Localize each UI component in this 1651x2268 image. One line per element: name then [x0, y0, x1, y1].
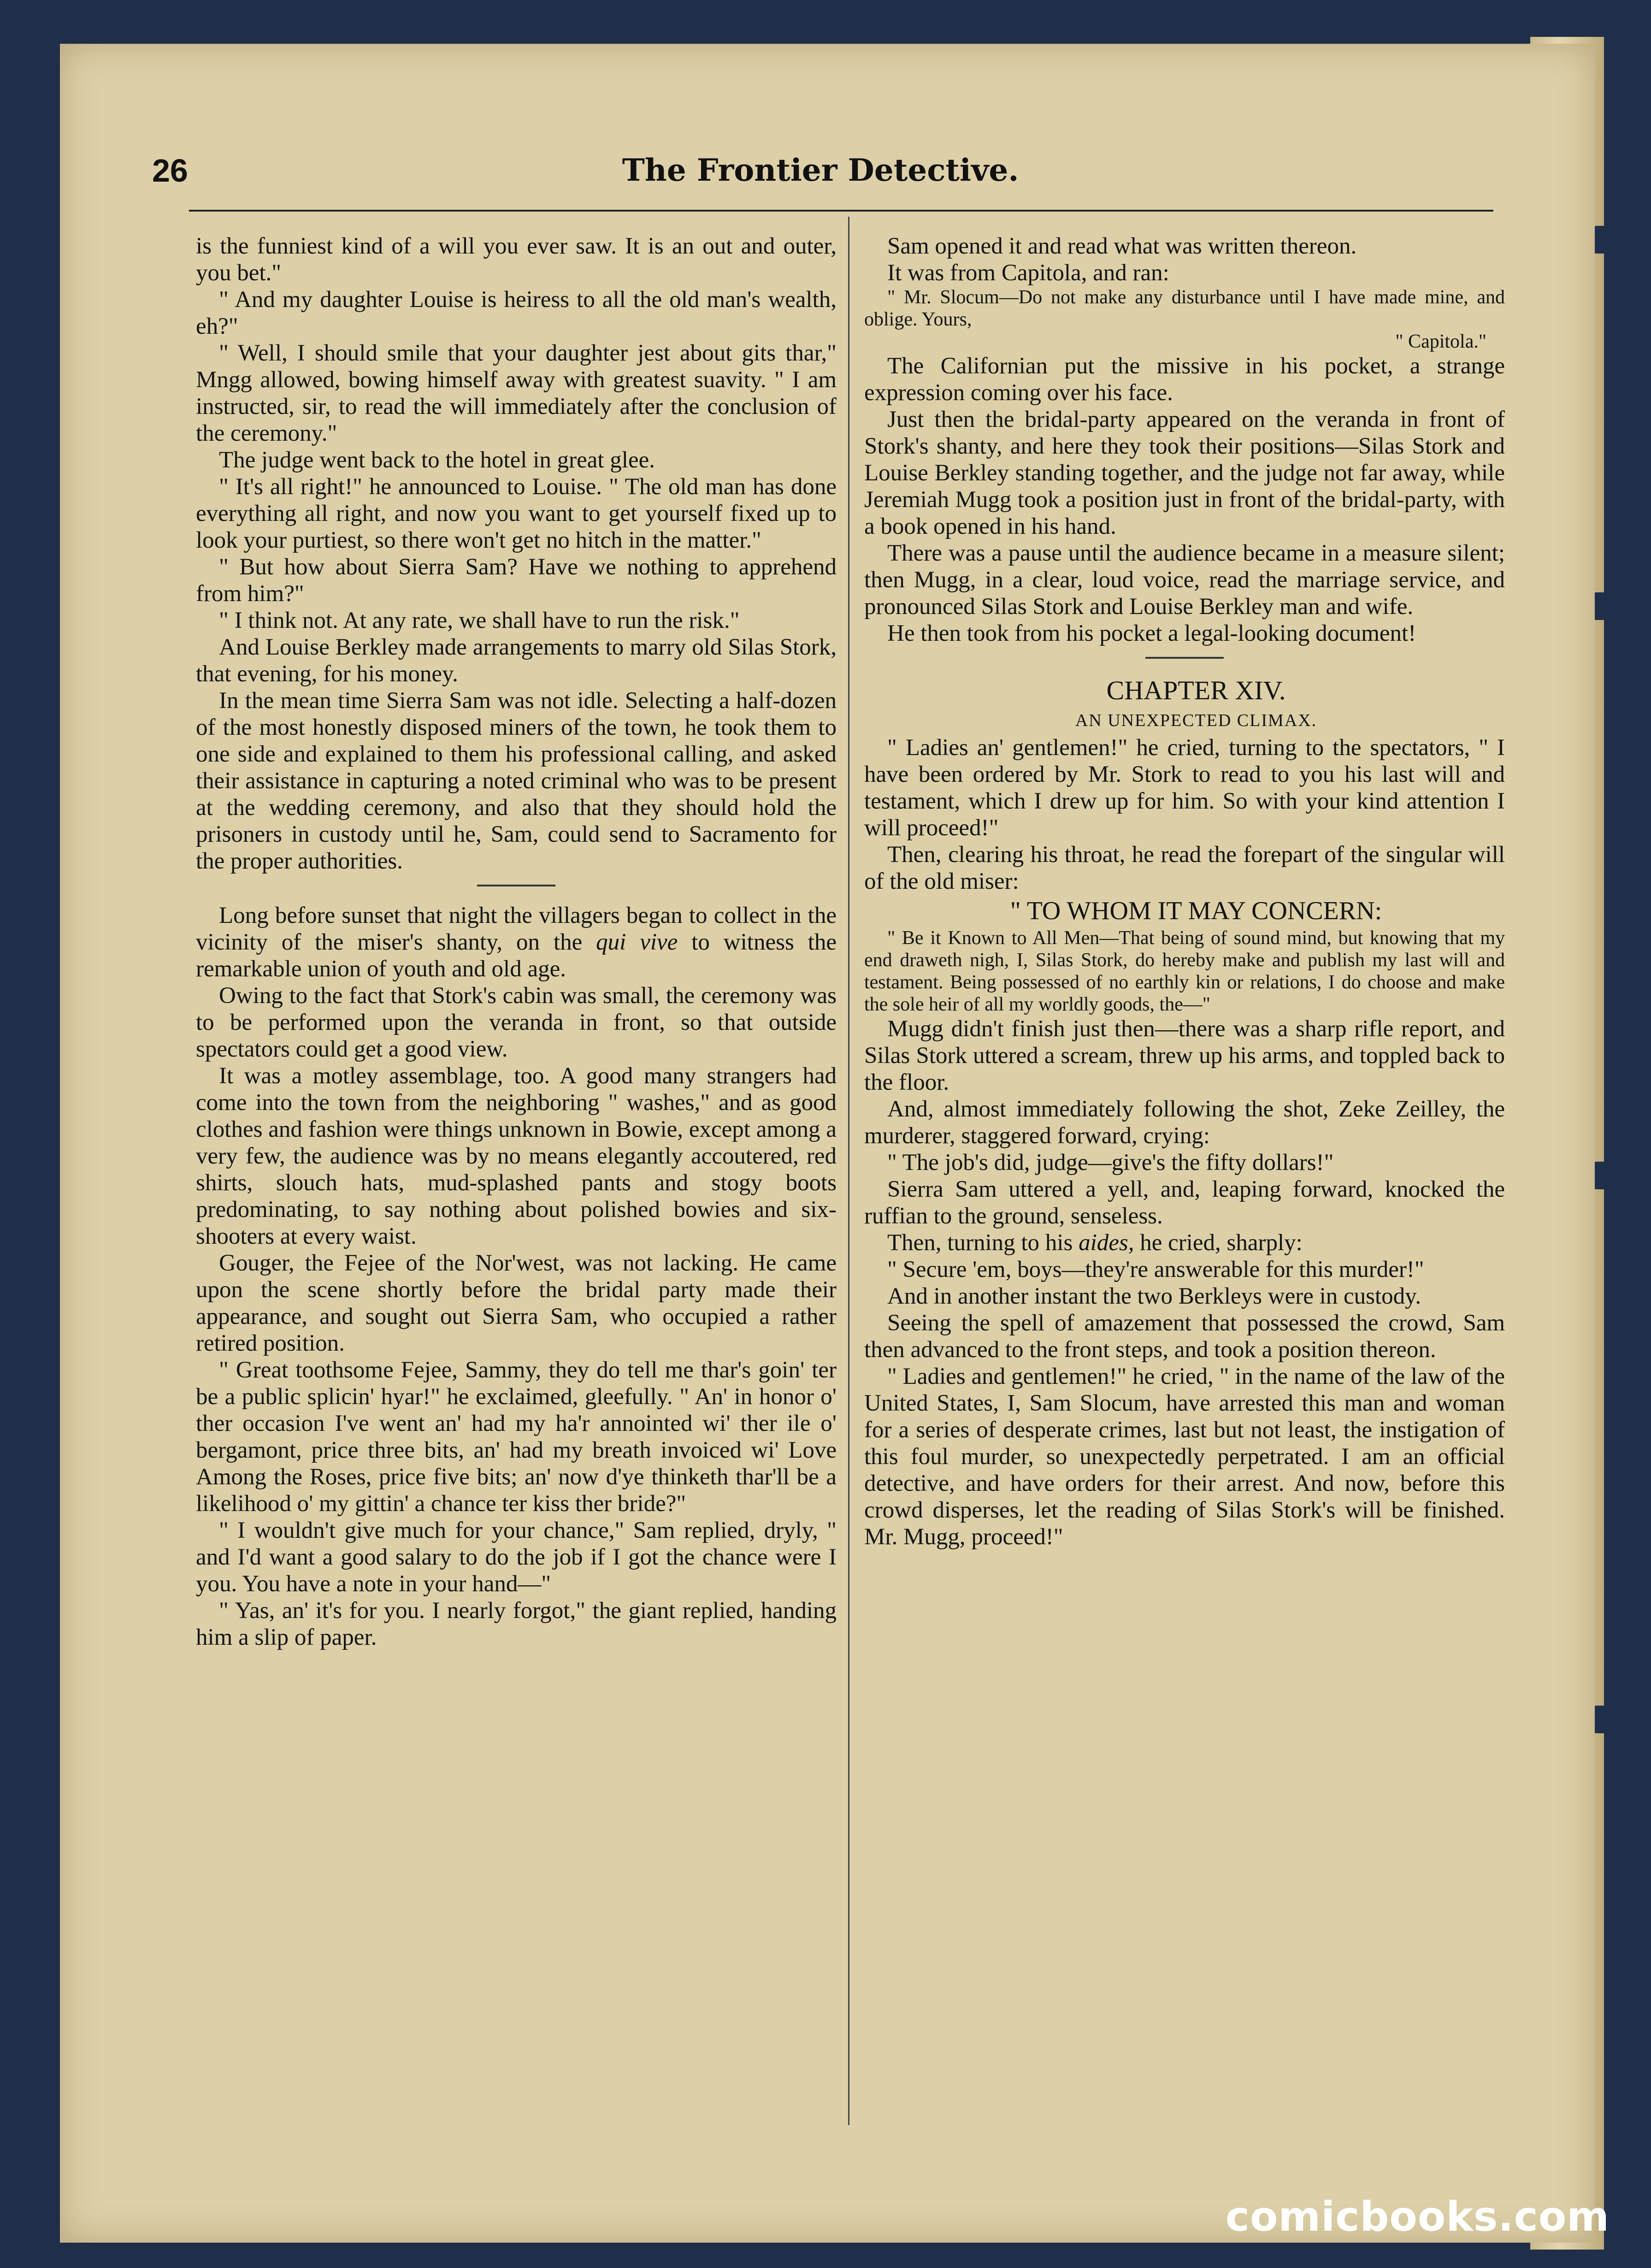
- text-run: Then, turning to his: [887, 1230, 1073, 1256]
- text-run: to witness the remarkable union of youth and old age.: [196, 929, 837, 982]
- page-number: 26: [152, 153, 188, 189]
- paragraph: There was a pause until the audience became in a measure silent; then Mugg, in a clear, loud voice, read the marriage service, and pronounced Silas Stork and Louise Berkley man and wife.: [864, 540, 1505, 620]
- paragraph: " I think not. At any rate, we shall have to run the risk.": [219, 608, 740, 633]
- chapter-title: CHAPTER XIV.: [1106, 675, 1286, 705]
- paragraph: Then, clearing his throat, he read the forepart of the singular will of the old miser:: [864, 842, 1505, 894]
- paragraph: " I wouldn't give much for your chance," Sam replied, dryly, " and I'd want a good salary to do the job if I got the chance were I you. You have a note in your hand—": [196, 1518, 837, 1597]
- chapter-subtitle: AN UNEXPECTED CLIMAX.: [1075, 711, 1317, 730]
- paragraph: Gouger, the Fejee of the Nor'west, was not lacking. He came upon the scene shortly before the bridal party made their appearance, and sought out Sierra Sam, who occupied a rather retired position.: [196, 1250, 837, 1356]
- paragraph: " Secure 'em, boys—they're answerable for this murder!": [887, 1257, 1424, 1282]
- paragraph: " Great toothsome Fejee, Sammy, they do tell me thar's goin' ter be a public splicin' hyar!" he exclaimed, gleefully. " An' in honor o' ther occasion I've went an' had my ha'r annointed wi' ther ile o' bergamont, price three bits, an' had my breath invoiced wi' Love Among the Roses, price five bits; an' now d'ye thinketh thar'll be a likelihood o' my gittin' a chance ter kiss ther bride?": [196, 1357, 837, 1517]
- will-text: " Be it Known to All Men—That being of sound mind, but knowing that my end draweth nigh, I, Silas Stork, do hereby make and publish my last will and testament. Being possessed of no earthly kin or relations, I do choose and make the sole heir of all my worldly goods, the—": [864, 927, 1505, 1015]
- right-column: [864, 233, 1505, 1550]
- paragraph: It was from Capitola, and ran:: [887, 260, 1169, 286]
- header-rule: [189, 210, 1493, 212]
- paragraph: Mugg didn't finish just then—there was a sharp rifle report, and Silas Stork uttered a scream, threw up his arms, and toppled back to the floor.: [864, 1016, 1505, 1095]
- left-column: [196, 233, 837, 1651]
- watermark: comicbooks.com: [1225, 2193, 1610, 2240]
- paragraph: " Ladies an' gentlemen!" he cried, turning to the spectators, " I have been ordered by Mr. Stork to read to you his last will and testament, which I drew up for him. So with your kind attention I will proceed!": [864, 735, 1505, 841]
- page-header: [152, 152, 1489, 207]
- paragraph: And in another instant the two Berkleys were in custody.: [887, 1283, 1421, 1309]
- paragraph: " And my daughter Louise is heiress to all the old man's wealth, eh?": [196, 287, 837, 339]
- paragraph: In the mean time Sierra Sam was not idle. Selecting a half-dozen of the most honestly disposed miners of the town, he took them to one side and explained to them his professional calling, and asked their assistance in capturing a noted criminal who was to be present at the wedding ceremony, and also that they should hold the prisoners in custody until he, Sam, could send to Sacramento for the proper authorities.: [196, 688, 837, 874]
- column-divider: [848, 217, 849, 2125]
- paragraph: is the funniest kind of a will you ever saw. It is an out and outer, you bet.": [196, 233, 837, 286]
- will-heading: " TO WHOM IT MAY CONCERN:: [1010, 897, 1382, 925]
- note-text: " Mr. Slocum—Do not make any disturbance until I have made mine, and oblige. Yours,: [864, 287, 1505, 330]
- italic-text: qui vive: [596, 929, 678, 955]
- paragraph: " But how about Sierra Sam? Have we nothing to apprehend from him?": [196, 554, 837, 607]
- paragraph: Seeing the spell of amazement that possessed the crowd, Sam then advanced to the front steps, and took a position thereon.: [864, 1310, 1505, 1363]
- section-divider: [1145, 657, 1224, 659]
- capitola-note: [864, 286, 1505, 353]
- paragraph: The judge went back to the hotel in great glee.: [219, 447, 655, 473]
- note-signature: " Capitola.": [1395, 331, 1486, 352]
- paragraph: " It's all right!" he announced to Louise. " The old man has done everything all right, and now you want to get yourself fixed up to look your purtiest, so there won't get no hitch in the matter.": [196, 474, 837, 553]
- paragraph: He then took from his pocket a legal-looking document!: [887, 620, 1416, 646]
- paragraph: [196, 902, 837, 982]
- paragraph: It was a motley assemblage, too. A good many strangers had come into the town from the neighboring " washes," and as good clothes and fashion were things unknown in Bowie, except among a very few, the audience was by no means elegantly accoutered, red shirts, slouch hats, mud-splashed pants and stogy boots predominating, to say nothing about polished bowies and six-shooters at every waist.: [196, 1063, 837, 1249]
- text-run: Long before sunset that night the villagers began to collect in the vicinity of the miser's shanty, on the: [196, 903, 837, 955]
- italic-text: aides,: [1079, 1230, 1134, 1256]
- running-title: The Frontier Detective.: [622, 152, 1019, 188]
- section-divider: [477, 885, 555, 886]
- paragraph: Sam opened it and read what was written thereon.: [887, 233, 1357, 259]
- paragraph: " Well, I should smile that your daughter jest about gits thar," Mngg allowed, bowing himself away with greatest suavity. " I am instructed, sir, to read the will immediately after the conclusion of the ceremony.": [196, 340, 837, 446]
- paragraph: Owing to the fact that Stork's cabin was small, the ceremony was to be performed upon the veranda in front, so that outside spectators could get a good view.: [196, 983, 837, 1062]
- text-run: he cried, sharply:: [1140, 1230, 1303, 1256]
- paragraph: And, almost immediately following the shot, Zeke Zeilley, the murderer, staggered forward, crying:: [864, 1096, 1505, 1149]
- paragraph: And Louise Berkley made arrangements to marry old Silas Stork, that evening, for his money.: [196, 634, 837, 687]
- paragraph: " Ladies and gentlemen!" he cried, " in the name of the law of the United States, I, Sam Slocum, have arrested this man and woman for a series of desperate crimes, last but not least, the instigation of this foul murder, so unexpectedly perpetrated. I am an official detective, and have orders for their arrest. And now, before this crowd disperses, let the reading of Silas Stork's will be finished. Mr. Mugg, proceed!": [864, 1364, 1505, 1550]
- paragraph: " Yas, an' it's for you. I nearly forgot," the giant replied, handing him a slip of paper.: [196, 1598, 837, 1650]
- paragraph: " The job's did, judge—give's the fifty dollars!": [887, 1150, 1334, 1175]
- paragraph: The Californian put the missive in his pocket, a strange expression coming over his face.: [864, 353, 1505, 406]
- paragraph: [864, 1229, 1505, 1256]
- paragraph: Sierra Sam uttered a yell, and, leaping forward, knocked the ruffian to the ground, senseless.: [864, 1176, 1505, 1229]
- paragraph: Just then the bridal-party appeared on the veranda in front of Stork's shanty, and here they took their positions—Silas Stork and Louise Berkley standing together, and the judge not far away, while Jeremiah Mugg took a position just in front of the bridal-party, with a book opened in his hand.: [864, 407, 1505, 539]
